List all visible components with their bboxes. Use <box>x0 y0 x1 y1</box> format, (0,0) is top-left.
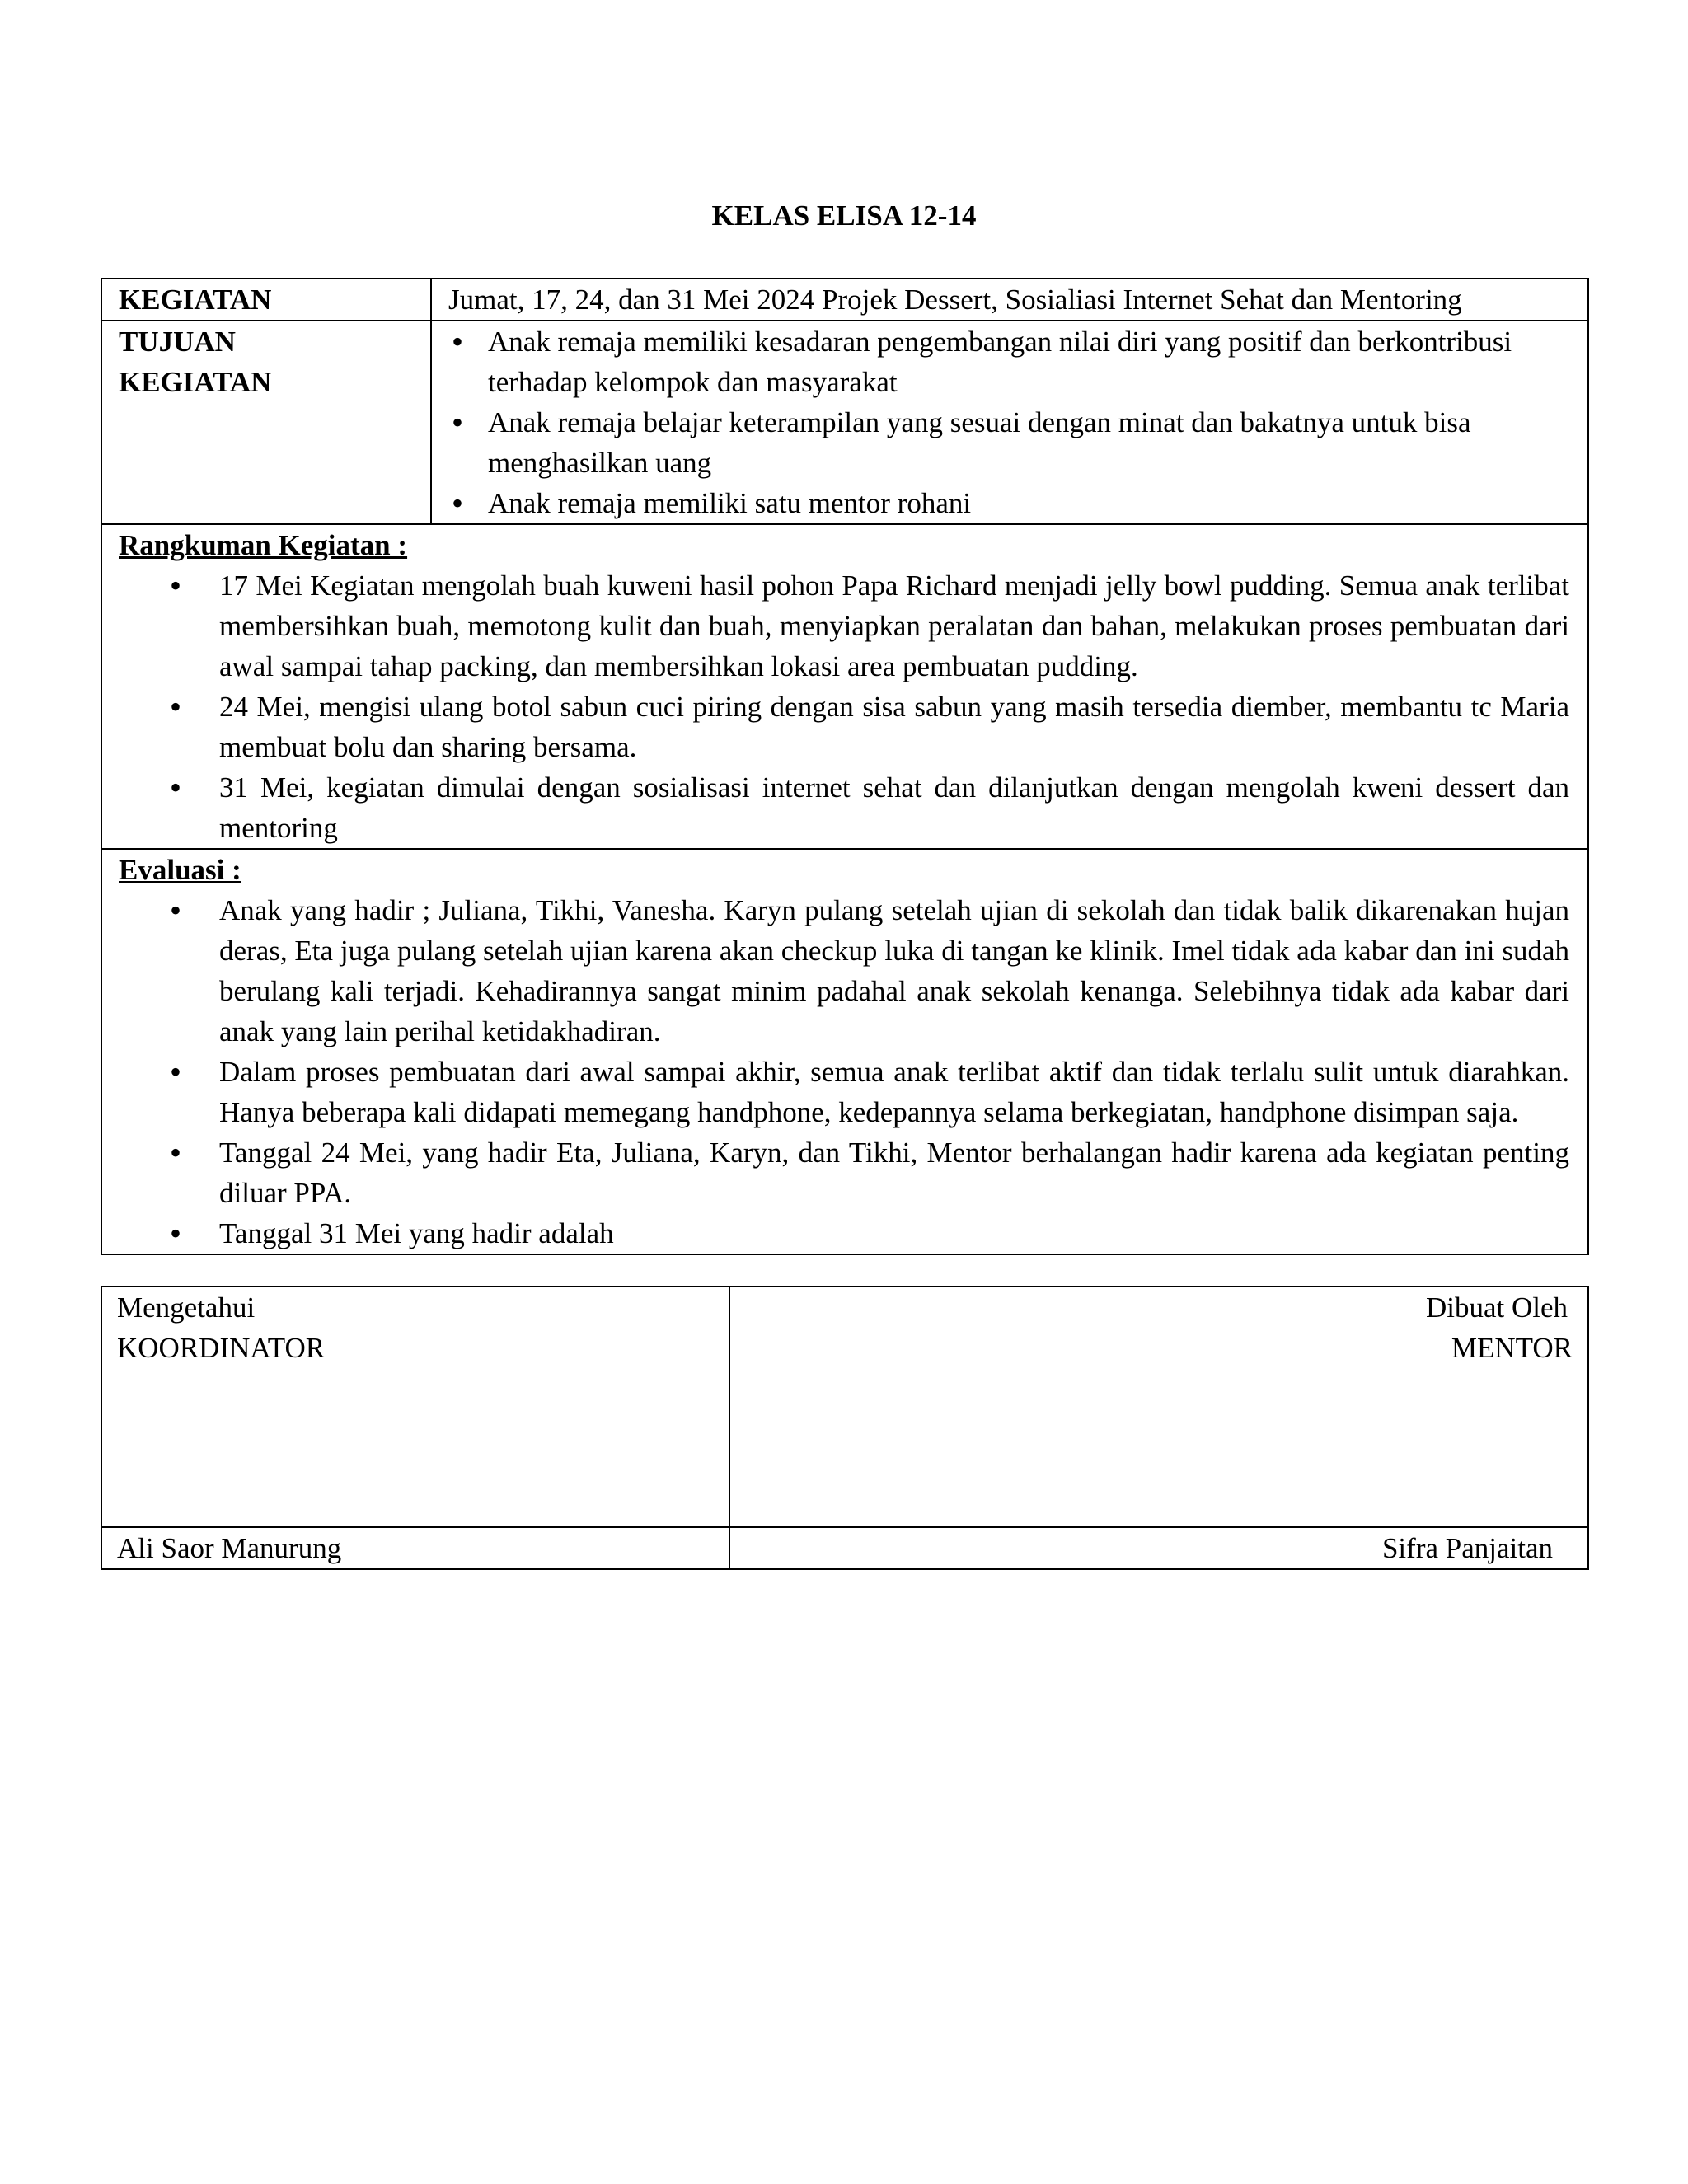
signature-left-name: Ali Saor Manurung <box>101 1527 729 1569</box>
signature-left-role: KOORDINATOR <box>117 1332 326 1364</box>
activity-report-table <box>101 278 1589 1255</box>
kegiatan-value: Jumat, 17, 24, dan 31 Mei 2024 Projek Dessert, Sosialiasi Internet Sehat dan Mentoring <box>431 279 1588 321</box>
kegiatan-row <box>101 279 1588 321</box>
list-item: • Anak remaja memiliki kesadaran pengembangan nilai diri yang positif dan berkontribusi terhadap kelompok dan masyarakat <box>468 321 1587 402</box>
tujuan-row <box>101 321 1588 524</box>
kegiatan-label: KEGIATAN <box>101 279 431 321</box>
list-item: • Anak yang hadir ; Juliana, Tikhi, Vanesha. Karyn pulang setelah ujian di sekolah dan tidak balik dikarenakan hujan deras, Eta juga pulang setelah ujian karena akan checkup luka di tangan ke klinik. Imel tidak ada kabar dan ini sudah berulang kali terjadi. Kehadirannya sangat minim padahal anak sekolah kenanga. Selebihnya tidak ada kabar dari anak yang lain perihal ketidakhadiran. <box>219 890 1569 1052</box>
list-item: • Anak remaja belajar keterampilan yang sesuai dengan minat dan bakatnya untuk bisa menghasilkan uang <box>468 402 1587 483</box>
list-item: • 31 Mei, kegiatan dimulai dengan sosialisasi internet sehat dan dilanjutkan dengan mengolah kweni dessert dan mentoring <box>219 767 1569 848</box>
signature-right-line1: Dibuat Oleh <box>1425 1291 1568 1324</box>
signature-row <box>101 1286 1588 1527</box>
list-item: • Anak remaja memiliki satu mentor rohani <box>468 483 1587 523</box>
tujuan-label <box>101 321 431 524</box>
tujuan-value <box>431 321 1588 524</box>
signature-right <box>729 1286 1588 1527</box>
page-title: KELAS ELISA 12-14 <box>711 199 977 232</box>
tujuan-label-line2: KEGIATAN <box>119 366 272 398</box>
rangkuman-section <box>101 524 1588 849</box>
signature-name-row <box>101 1527 1588 1569</box>
rangkuman-list <box>119 565 1569 848</box>
evaluasi-section <box>101 849 1588 1254</box>
evaluasi-row <box>101 849 1588 1254</box>
list-item: • Tanggal 31 Mei yang hadir adalah <box>219 1213 1569 1254</box>
list-item: • 17 Mei Kegiatan mengolah buah kuweni hasil pohon Papa Richard menjadi jelly bowl pudding. Semua anak terlibat membersihkan buah, memotong kulit dan buah, menyiapkan peralatan dan bahan, melakukan proses pembuatan dari awal sampai tahap packing, dan membersihkan lokasi area pembuatan pudding. <box>219 565 1569 687</box>
signature-right-name: Sifra Panjaitan <box>1381 1532 1553 1564</box>
tujuan-list <box>448 321 1587 523</box>
rangkuman-heading: Rangkuman Kegiatan : <box>119 529 408 561</box>
list-item: • Tanggal 24 Mei, yang hadir Eta, Juliana, Karyn, dan Tikhi, Mentor berhalangan hadir karena ada kegiatan penting diluar PPA. <box>219 1132 1569 1213</box>
tujuan-label-line1: TUJUAN <box>119 326 236 358</box>
signature-table <box>101 1286 1589 1570</box>
signature-right-role: MENTOR <box>1451 1332 1573 1364</box>
evaluasi-list <box>119 890 1569 1254</box>
signature-left <box>101 1286 729 1527</box>
signature-left-line1: Mengetahui <box>117 1291 256 1324</box>
list-item: • Dalam proses pembuatan dari awal sampai akhir, semua anak terlibat aktif dan tidak terlalu sulit untuk diarahkan. Hanya beberapa kali didapati memegang handphone, kedepannya selama berkegiatan, handphone disimpan saja. <box>219 1052 1569 1132</box>
signature-right-name-cell <box>729 1527 1588 1569</box>
rangkuman-row <box>101 524 1588 849</box>
list-item: • 24 Mei, mengisi ulang botol sabun cuci piring dengan sisa sabun yang masih tersedia diember, membantu tc Maria membuat bolu dan sharing bersama. <box>219 687 1569 767</box>
evaluasi-heading: Evaluasi : <box>119 854 241 886</box>
